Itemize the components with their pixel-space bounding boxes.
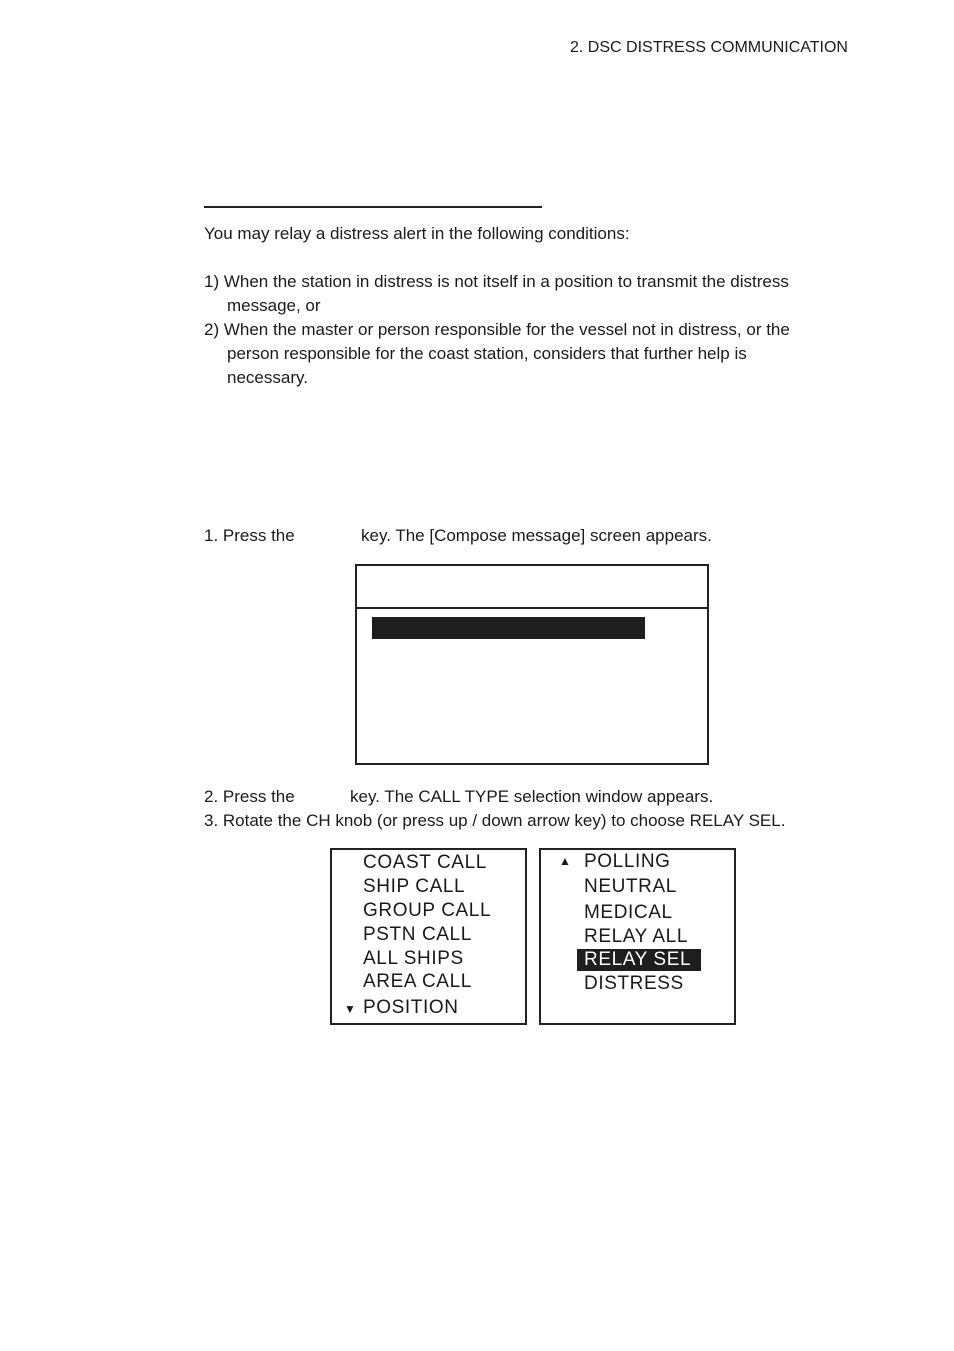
call-type-item[interactable]: ALL SHIPS (363, 948, 464, 969)
compose-message-screen (355, 564, 709, 765)
call-type-item[interactable]: SHIP CALL (363, 876, 466, 897)
call-type-panel-left (330, 848, 527, 1025)
call-type-item-selected[interactable]: RELAY SEL (577, 949, 701, 971)
condition-2 (204, 318, 790, 390)
condition-2-line-3: necessary. (227, 368, 308, 387)
call-type-item[interactable]: COAST CALL (363, 852, 487, 873)
call-type-item[interactable]: DISTRESS (584, 973, 684, 994)
step-3: 3. Rotate the CH knob (or press up / down arrow key) to choose RELAY SEL. (204, 811, 786, 830)
call-type-item[interactable]: RELAY ALL (584, 926, 688, 947)
screen-highlight-bar (372, 617, 645, 639)
call-type-item[interactable]: MEDICAL (584, 902, 673, 923)
page-header: 2. DSC DISTRESS COMMUNICATION (570, 39, 848, 56)
triangle-down-icon: ▼ (344, 1002, 357, 1016)
condition-1-line-2: message, or (227, 296, 321, 315)
call-type-item[interactable]: AREA CALL (363, 971, 472, 992)
call-type-item[interactable]: POLLING (584, 851, 671, 872)
call-type-item[interactable]: PSTN CALL (363, 924, 472, 945)
condition-1-line-1: 1) When the station in distress is not itself in a position to transmit the distress (204, 272, 789, 291)
condition-2-line-2: person responsible for the coast station, considers that further help is (227, 344, 747, 363)
step-2-suffix: key. The CALL TYPE selection window appears. (350, 787, 714, 806)
condition-1 (204, 270, 789, 318)
triangle-up-icon: ▲ (559, 854, 572, 868)
condition-2-line-1: 2) When the master or person responsible for the vessel not in distress, or the (204, 320, 790, 339)
screen-title-divider (357, 607, 707, 609)
section-rule (204, 206, 542, 208)
call-type-panel-right (539, 848, 736, 1025)
intro-text: You may relay a distress alert in the following conditions: (204, 224, 630, 243)
step-1-prefix: 1. Press the (204, 526, 295, 545)
step-1-suffix: key. The [Compose message] screen appears. (361, 526, 712, 545)
call-type-item[interactable]: GROUP CALL (363, 900, 492, 921)
call-type-item[interactable]: NEUTRAL (584, 876, 677, 897)
call-type-item[interactable]: POSITION (363, 997, 459, 1018)
step-2-prefix: 2. Press the (204, 787, 295, 806)
